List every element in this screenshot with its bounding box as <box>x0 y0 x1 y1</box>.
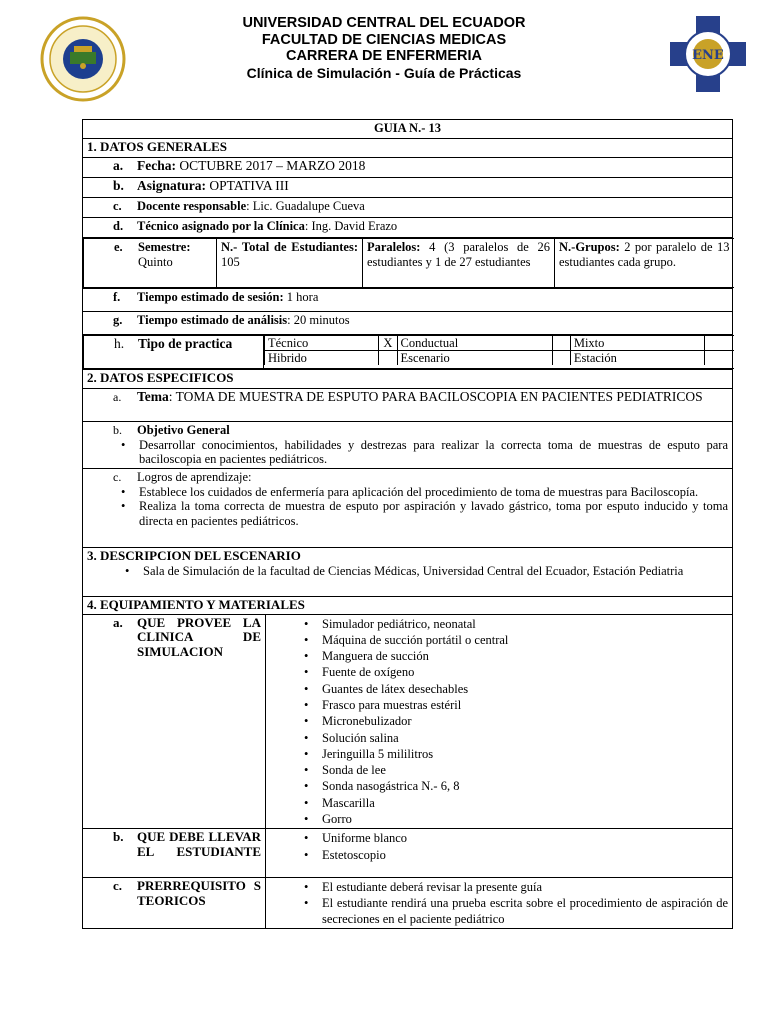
practice-type-grid <box>264 336 734 365</box>
field-label-grupos: N.-Grupos: <box>559 240 620 254</box>
list-item: • Mascarilla <box>322 795 728 811</box>
field-label-asignatura: Asignatura: <box>137 178 207 193</box>
field-letter: g. <box>113 313 123 327</box>
field-row-tema <box>83 389 733 422</box>
field-value-fecha: OCTUBRE 2017 – MARZO 2018 <box>175 158 366 173</box>
equipment-row-estudiante <box>83 829 733 878</box>
document-header <box>0 0 768 110</box>
list-item: • Guantes de látex desechables <box>322 681 728 697</box>
list-item: • Máquina de succión portátil o central <box>322 632 728 648</box>
field-letter: e. <box>114 240 123 254</box>
field-letter: a. <box>113 158 124 173</box>
field-letter: a. <box>113 614 123 630</box>
field-letter: c. <box>113 199 122 213</box>
field-letter: a. <box>113 390 122 404</box>
guide-subtitle: Clínica de Simulación - Guía de Prácticas <box>246 64 522 81</box>
field-label-tiempo-analisis: Tiempo estimado de análisis <box>137 313 288 327</box>
checkbox-estacion <box>705 351 734 366</box>
field-value-grupos: 2 por paralelo de 13 estudiantes cada grupo. <box>559 240 730 269</box>
section-4-title: 4. EQUIPAMIENTO Y MATERIALES <box>83 597 733 615</box>
field-label-docente: Docente responsable <box>137 199 247 213</box>
field-row-asignatura <box>83 178 733 198</box>
objective-bullet: • Desarrollar conocimientos, habilidades y destrezas para realizar la correcta toma de muestras de esputo para baciloscopia en pacientes pediátricos. <box>139 438 728 467</box>
list-item: • Solución salina <box>322 730 728 746</box>
list-item: • Uniforme blanco <box>322 830 728 847</box>
list-item: • El estudiante deberá revisar la presente guía <box>322 879 728 895</box>
scenario-bullet: • Sala de Simulación de la facultad de Ciencias Médicas, Universidad Central del Ecuador, Estación Pediatria <box>143 564 728 579</box>
field-row-docente <box>83 198 733 218</box>
section-3-header-row <box>83 548 733 597</box>
equipment-row-prerrequisitos <box>83 878 733 929</box>
field-value-tema: : TOMA DE MUESTRA DE ESPUTO PARA BACILOSCOPIA EN PACIENTES PEDIATRICOS <box>168 389 703 404</box>
header-titles <box>150 15 618 81</box>
guide-number: GUIA N.- 13 <box>83 120 733 139</box>
option-estacion: Estación <box>570 351 705 366</box>
field-label-semestre: Semestre: <box>138 240 191 254</box>
option-tecnico: Técnico <box>265 336 379 351</box>
field-value-estudiantes: 105 <box>221 254 240 269</box>
field-value-tiempo-sesion: 1 hora <box>283 290 319 304</box>
faculty-name: FACULTAD DE CIENCIAS MEDICAS <box>261 31 507 48</box>
field-letter: c. <box>113 878 123 894</box>
logo-monogram: ENE <box>692 48 724 63</box>
list-item: • Sonda nasogástrica N.- 6, 8 <box>322 778 728 794</box>
field-row-tiempo-analisis <box>83 312 733 335</box>
field-label-estudiantes: N.- Total de Estudiantes: <box>221 240 358 254</box>
field-value-tiempo-analisis: : 20 minutos <box>287 313 350 327</box>
list-item: • El estudiante rendirá una prueba escrita sobre el procedimiento de aspiración de secreciones en el paciente pediátrico <box>322 895 728 927</box>
option-conductual: Conductual <box>397 336 552 351</box>
university-name: UNIVERSIDAD CENTRAL DEL ECUADOR <box>242 15 526 31</box>
section-4-header-row <box>83 597 733 615</box>
field-row-fecha <box>83 158 733 178</box>
field-letter: c. <box>113 470 122 484</box>
field-letter: b. <box>113 423 122 437</box>
field-value-tecnico: : Ing. David Erazo <box>304 219 398 233</box>
option-hibrido: Hibrido <box>265 351 379 366</box>
equipment-label-clinica: QUE PROVEE LA CLINICA DE SIMULACION <box>137 614 261 659</box>
section-3-title: 3. DESCRIPCION DEL ESCENARIO <box>87 548 301 563</box>
option-mixto: Mixto <box>570 336 705 351</box>
field-label-tecnico: Técnico asignado por la Clínica <box>137 219 305 233</box>
list-item: • Sonda de lee <box>322 762 728 778</box>
checkbox-mixto <box>705 336 734 351</box>
learning-outcome-bullet: • Establece los cuidados de enfermería para aplicación del procedimiento de toma de muestras para Baciloscopía. <box>139 485 728 500</box>
field-letter: d. <box>113 219 124 233</box>
field-row-logros <box>83 469 733 548</box>
field-letter: f. <box>113 290 121 304</box>
field-row-tiempo-sesion <box>83 289 733 312</box>
checkbox-escenario <box>552 351 570 366</box>
checkbox-tecnico-mark: X <box>379 336 397 351</box>
student-materials-list <box>270 830 728 864</box>
equipment-label-prerrequisitos: PRERREQUISITO S TEORICOS <box>137 878 261 908</box>
list-item: • Micronebulizador <box>322 713 728 729</box>
field-label-objetivo: Objetivo General <box>137 423 230 437</box>
practice-guide-table <box>82 119 733 929</box>
field-value-docente: : Lic. Guadalupe Cueva <box>246 199 365 213</box>
field-label-tiempo-sesion: Tiempo estimado de sesión: <box>137 290 284 304</box>
prerequisites-list <box>270 879 728 927</box>
list-item: • Simulador pediátrico, neonatal <box>322 616 728 632</box>
list-item: • Estetoscopio <box>322 847 728 864</box>
checkbox-hibrido <box>379 351 397 366</box>
university-seal-icon <box>40 16 126 102</box>
list-item: • Gorro <box>322 811 728 827</box>
section-1-title: 1. DATOS GENERALES <box>83 139 733 158</box>
list-item: • Jeringuilla 5 mililitros <box>322 746 728 762</box>
field-label-paralelos: Paralelos: <box>367 240 421 254</box>
equipment-label-estudiante: QUE DEBE LLEVAR EL ESTUDIANTE <box>137 829 261 859</box>
field-value-paralelos: 4 (3 paralelos de 26 estudiantes y 1 de 27 estudiantes <box>367 240 550 269</box>
field-value-asignatura: OPTATIVA III <box>206 178 289 193</box>
field-row-semestre <box>83 238 733 289</box>
field-letter: b. <box>113 829 124 845</box>
learning-outcome-bullet: • Realiza la toma correcta de muestra de esputo por aspiración y lavado gástrico, toma por esputo inducido y toma directa en pacientes pediátricos. <box>139 499 728 528</box>
career-name: CARRERA DE ENFERMERIA <box>285 48 483 64</box>
field-label-fecha: Fecha: <box>137 158 176 173</box>
list-item: • Fuente de oxígeno <box>322 664 728 680</box>
clinic-materials-list <box>270 616 728 828</box>
option-escenario: Escenario <box>397 351 552 366</box>
list-item: • Manguera de succión <box>322 648 728 664</box>
section-1-header-row <box>83 139 733 158</box>
field-letter: h. <box>114 336 125 351</box>
field-row-tipo-practica <box>83 335 733 370</box>
nursing-cross-logo-icon <box>668 14 748 94</box>
field-label-logros: Logros de aprendizaje: <box>137 470 252 484</box>
field-row-objetivo <box>83 422 733 469</box>
checkbox-conductual <box>552 336 570 351</box>
field-letter: b. <box>113 178 124 193</box>
guide-number-row <box>83 120 733 139</box>
field-label-tema: Tema <box>137 389 169 404</box>
list-item: • Frasco para muestras estéril <box>322 697 728 713</box>
field-row-tecnico <box>83 218 733 238</box>
field-label-tipo-practica: Tipo de practica <box>138 336 233 351</box>
section-2-header-row <box>83 370 733 389</box>
equipment-row-clinica <box>83 614 733 829</box>
field-value-semestre: Quinto <box>138 254 173 269</box>
section-2-title: 2. DATOS ESPECIFICOS <box>83 370 733 389</box>
